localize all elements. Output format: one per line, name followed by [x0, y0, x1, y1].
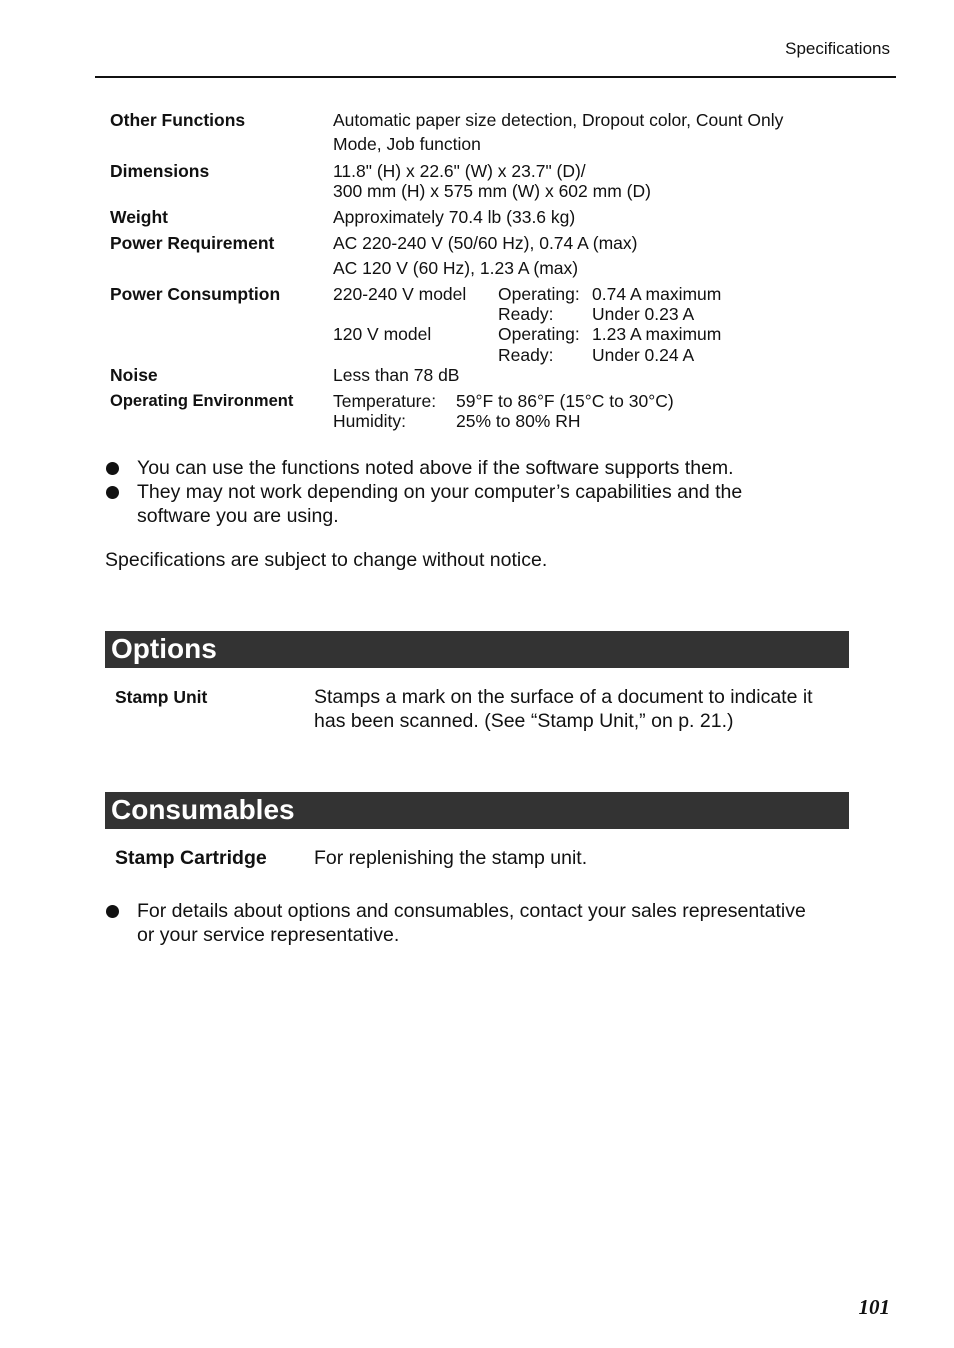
change-notice: Specifications are subject to change without notice.: [105, 549, 548, 571]
spec-value-line: Mode, Job function: [333, 134, 481, 154]
bullet-dot-icon: [106, 486, 119, 499]
spec-label: Dimensions: [110, 161, 210, 181]
spec-value: Less than 78 dB: [333, 365, 460, 385]
model-name: 120 V model: [333, 324, 432, 344]
bullet-item: [106, 899, 851, 947]
spec-value-line: AC 120 V (60 Hz), 1.23 A (max): [333, 258, 579, 278]
option-label: Stamp Unit: [115, 687, 208, 707]
spec-value-line: 300 mm (H) x 575 mm (W) x 602 mm (D): [333, 181, 651, 201]
spec-value: [333, 161, 651, 201]
spec-value: Approximately 70.4 lb (33.6 kg): [333, 207, 576, 227]
header-rule: [95, 76, 896, 78]
spec-value-line: AC 220-240 V (50/60 Hz), 0.74 A (max): [333, 233, 638, 253]
bullet-text: software you are using.: [137, 505, 339, 527]
spec-value-line: 11.8" (H) x 22.6" (W) x 23.7" (D)/: [333, 161, 586, 181]
option-value-line: has been scanned. (See “Stamp Unit,” on p. 21.): [314, 710, 734, 732]
section-title: Consumables: [111, 794, 295, 825]
spec-label: Operating Environment: [110, 392, 294, 410]
page-number: 101: [858, 1295, 890, 1319]
ready-value: Under 0.24 A: [592, 345, 695, 365]
model-name: 220-240 V model: [333, 284, 467, 304]
bullet-dot-icon: [106, 462, 119, 475]
operating-label: Operating:: [498, 324, 580, 344]
operating-value: 0.74 A maximum: [592, 284, 722, 304]
consumable-label: Stamp Cartridge: [115, 847, 267, 869]
humidity-label: Humidity:: [333, 411, 406, 431]
spec-label: Power Consumption: [110, 284, 281, 304]
bullet-text: You can use the functions noted above if the software supports them.: [137, 457, 734, 479]
consumable-value: For replenishing the stamp unit.: [314, 847, 588, 869]
bullet-item: [106, 480, 851, 528]
bullet-text: They may not work depending on your computer’s capabilities and the: [137, 481, 743, 503]
ready-label: Ready:: [498, 304, 554, 324]
ready-label: Ready:: [498, 345, 554, 365]
temperature-label: Temperature:: [333, 391, 437, 411]
spec-value: [333, 233, 637, 278]
operating-value: 1.23 A maximum: [592, 324, 722, 344]
section-title: Options: [111, 633, 217, 664]
humidity-value: 25% to 80% RH: [456, 411, 581, 431]
option-value: [314, 685, 813, 733]
spec-label: Noise: [110, 365, 158, 385]
options-section-header: [105, 631, 849, 668]
temperature-value: 59°F to 86°F (15°C to 30°C): [456, 391, 674, 411]
bullet-text: or your service representative.: [137, 924, 400, 946]
ready-value: Under 0.23 A: [592, 304, 695, 324]
spec-label: Other Functions: [110, 110, 246, 130]
spec-label: Power Requirement: [110, 233, 275, 253]
bullet-text: For details about options and consumables, contact your sales representative: [137, 900, 806, 922]
operating-label: Operating:: [498, 284, 580, 304]
running-header: Specifications: [785, 39, 890, 58]
bullet-dot-icon: [106, 905, 119, 918]
spec-value: [333, 110, 783, 154]
spec-label: Weight: [110, 207, 169, 227]
consumables-section-header: [105, 792, 849, 829]
spec-value-line: Automatic paper size detection, Dropout color, Count Only: [333, 110, 784, 130]
bullet-item: [106, 456, 851, 480]
option-value-line: Stamps a mark on the surface of a document to indicate it: [314, 686, 813, 708]
